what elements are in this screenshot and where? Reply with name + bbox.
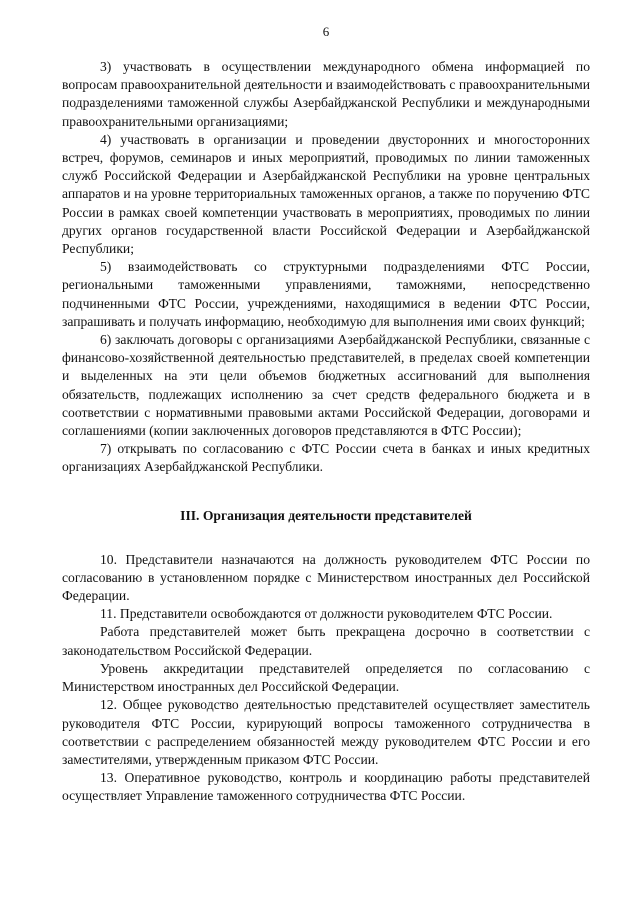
page-number: 6 (322, 24, 330, 39)
paragraph-item-6: 6) заключать договоры с организациями Азербайджанской Республики, связанные с финансово-хозяйственной деятельностью представителей, в пределах своей компетенции и выделенных на эти цели объемов бюджетных ассигнований для выполнения обязательств, подлежащих исполнению за счет средств федерального бюджета и в соответствии с нормативными правовыми актами Российской Федерации, договорами и соглашениями (копии заключенных договоров представляются в ФТС России); (62, 332, 590, 439)
paragraph-11: 11. Представители освобождаются от должности руководителем ФТС России. (100, 606, 553, 622)
paragraph-11-accreditation: Уровень аккредитации представителей определяется по согласованию с Министерством иностранных дел Российской Федерации. (62, 660, 590, 695)
paragraph-item-4: 4) участвовать в организации и проведении двусторонних и многосторонних встреч, форумов, семинаров и иных мероприятий, проводимых по линии таможенных служб Российской Федерации и Азербайджанской Республики на уровне центральных аппаратов и на уровне территориальных таможенных органов, а также по поручению ФТС России в рамках своей компетенции участвовать в мероприятиях, проводимых по линии других органов государственной власти Российской Федерации и Азербайджанской Республики; (62, 131, 590, 257)
paragraph-13: 13. Оперативное руководство, контроль и координацию работы представителей осуществляет Управление таможенного сотрудничества ФТС России. (62, 770, 590, 804)
paragraph-item-3: 3) участвовать в осуществлении международного обмена информацией по вопросам правоохранительной деятельности и взаимодействовать с правоохранительными подразделениями таможенной службы Азербайджанской Республики и международными правоохранительными организациями; (62, 59, 590, 129)
paragraph-11-early-termination: Работа представителей может быть прекращена досрочно в соответствии с законодательством Российской Федерации. (62, 624, 590, 658)
paragraph-item-5: 5) взаимодействовать со структурными подразделениями ФТС России, региональными таможенными управлениями, таможнями, непосредственно подчиненными ФТС России, учреждениями, находящимися в ведении ФТС России, запрашивать и получать информацию, необходимую для выполнения ими своих функций; (62, 259, 590, 329)
paragraph-12: 12. Общее руководство деятельностью представителей осуществляет заместитель руководителя ФТС России, курирующий вопросы таможенного сотрудничества в соответствии с распределением обязанностей между руководителем ФТС России и его заместителями, утвержденным приказом ФТС России. (62, 697, 590, 767)
section-heading: III. Организация деятельности представителей (180, 507, 472, 523)
paragraph-item-7: 7) открывать по согласованию с ФТС России счета в банках и иных кредитных организациях Азербайджанской Республики. (62, 441, 590, 475)
document-body (62, 58, 590, 806)
paragraph-10: 10. Представители назначаются на должность руководителем ФТС России по согласованию в установленном порядке с Министерством иностранных дел Российской Федерации. (62, 551, 590, 604)
